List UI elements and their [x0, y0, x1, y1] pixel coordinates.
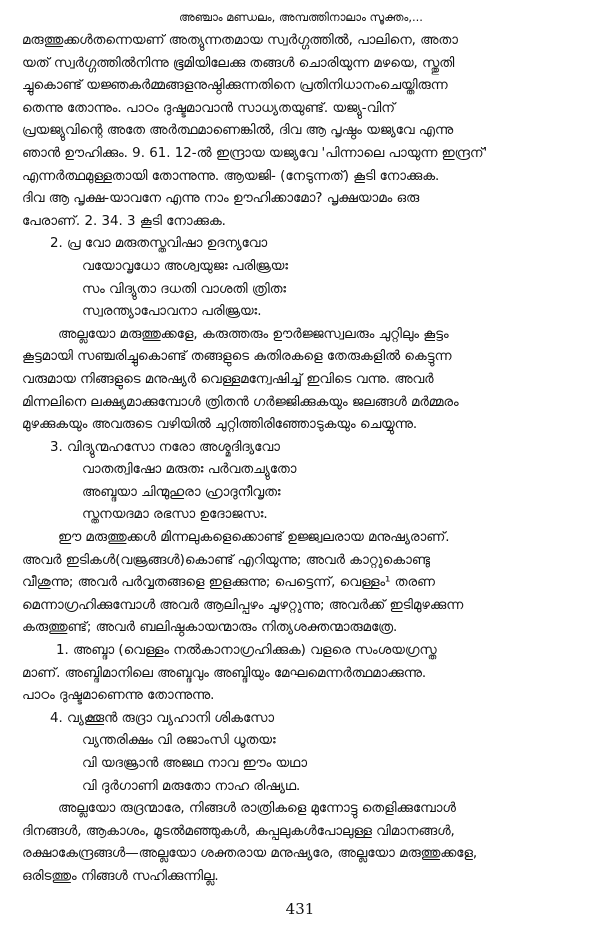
footnote-line: 1. അബ്ദാ (വെള്ളം നൽകാനാഗ്രഹിക്കുക) വളരെ സംശയഗ്രസ്ത	[56, 643, 437, 659]
text-line: അവർ ഇടികൾ(വജ്രങ്ങൾ)കൊണ്ട് എറിയുന്നു; അവർ കാറ്റുകൊണ്ടു	[22, 552, 430, 568]
verse-line: വി ദുർഗാണി മരുതോ നാഹ രിഷ്യഥ.	[82, 778, 301, 794]
text-line: മരുത്തുക്കൾതന്നെയണ് അത്യുന്നതമായ സ്വർഗ്ഗത്തിൽ, പാലിനെ, അതാ	[22, 33, 458, 48]
page-number: 431	[285, 900, 315, 918]
verse-line: 4. വ്യക്തൂൻ രുദ്രാ വ്യഹാനി ശികസോ	[50, 710, 275, 726]
verse-line: അബ്ദയാ ചിന്മുഹുരാ ഹ്രാദുനീവൃതഃ	[82, 484, 281, 500]
footnote-line: മാണ്. അബ്ദിമാനിലെ അബ്ദവും അബ്ദിയും മേഘമെന്നർത്ഥമാക്കുന്നു.	[22, 665, 427, 681]
text-line: ച്ചുകൊണ്ട് യജ്ഞകർമ്മങ്ങളനുഷ്ഠിക്കുന്നതിനെ പ്രതിനിധാനംചെയ്തിരുന്ന	[22, 78, 448, 94]
verse-line: വി യദജ്രാൻ അജഥ നാവ ഈം യഥാ	[82, 756, 307, 771]
text-line: ഞാൻ ഊഹിക്കും. 9. 61. 12-ൽ ഇന്ദ്രായ യജ്യവേ 'പിന്നാലെ പായുന്ന ഇന്ദ്രന്'	[22, 145, 488, 161]
text-line: ഈ മരുത്തുക്കൾ മിന്നലുകളെക്കൊണ്ട് ഉജ്ജ്വലരായ മനുഷ്യരാണ്.	[58, 530, 450, 546]
text-line: കൂട്ടമായി സഞ്ചരിച്ചുകൊണ്ട് തങ്ങളുടെ കുതിരകളെ തേരുകളിൽ കെട്ടുന്ന	[22, 349, 452, 365]
footnote-line: പാഠം ദുഷ്ടമാണെന്നു തോന്നുന്നു.	[22, 688, 215, 704]
verse-line: 3. വിദ്യുന്മഹസോ നരോ അശ്മദിദ്യവോ	[50, 439, 280, 455]
paragraph-4	[22, 798, 580, 888]
paragraph-1	[22, 30, 580, 233]
running-header: അഞ്ചാം മണ്ഡലം, അമ്പത്തിനാലാം സൂക്തം,...	[179, 10, 423, 24]
text-line: വീശുന്നു; അവർ പർവ്വതങ്ങളെ ഇളക്കുന്നു; പെട്ടെന്ന്, വെള്ളം¹ തരണ	[22, 575, 435, 591]
text-line: മിന്നലിനെ ലക്ഷ്യമാക്കുമ്പോൾ ത്രിതൻ ഗർജ്ജിക്കുകയും ജലങ്ങൾ മർമ്മരം	[22, 394, 459, 410]
verse-line: വ്യന്തരിക്ഷം വി രജാംസി ധൂതയഃ	[82, 733, 276, 749]
text-line: മെന്നാഗ്രഹിക്കുമ്പോൾ അവർ ആലിപ്പഴം ചൂഴറ്റുന്നു; അവർക്ക് ഇടിമുഴക്കുന്ന	[22, 597, 464, 613]
verse-line: സ്തനയദമാ രഭസാ ഉദോജസഃ.	[82, 507, 268, 523]
text-line: ഒരിടത്തും നിങ്ങൾ സഹിക്കുന്നില്ല.	[22, 868, 219, 884]
paragraph-2	[22, 324, 580, 437]
text-line: ദിനങ്ങൾ, ആകാശം, മൂടൽമഞ്ഞുകൾ, കപ്പലുകൾപോലുള്ള വിമാനങ്ങൾ,	[22, 823, 455, 839]
verse-2	[50, 233, 580, 323]
footnote	[22, 640, 580, 708]
text-line: പേരാണ്. 2. 34. 3 കൂടി നോക്കുക.	[22, 213, 226, 229]
text-line: പ്രയജ്യുവിന്റെ അതേ അർത്ഥമാണെങ്കിൽ, ദിവ ആ പൃഷ്ഠം യജ്യവേ എന്നു	[22, 123, 454, 139]
text-line: രക്ഷാകേന്ദ്രങ്ങൾ—അല്ലയോ ശക്തരായ മനുഷ്യരേ, അല്ലയോ മരുത്തുക്കളേ,	[22, 846, 478, 862]
text-line: തെന്നു തോന്നും. പാഠം ദുഷ്ടമാവാൻ സാധ്യതയുണ്ട്. യജ്യു-വിന്	[22, 100, 395, 116]
paragraph-3	[22, 527, 580, 640]
text-line: യത് സ്വർഗ്ഗത്തിൽനിന്നു ഭൂമിയിലേക്കു തങ്ങൾ ചൊരിയുന്ന മഴയെ, സ്തുതി	[22, 55, 455, 71]
text-line: ദിവ ആ പൃക്ഷ-യാവനേ എന്നു നാം ഊഹിക്കാമോ? പൃക്ഷയാമം ഒരു	[22, 191, 420, 207]
text-line: മുഴക്കുകയും അവരുടെ വഴിയിൽ ചുറ്റിത്തിരിഞ്ഞോടുകയും ചെയ്യുന്നു.	[22, 417, 418, 433]
text-line: എന്നർത്ഥമുള്ളതായി തോന്നുന്നു. ആയജി- (നേടുന്നത്) കൂടി നോക്കുക.	[22, 168, 440, 184]
verse-4	[50, 708, 580, 798]
text-line: വരുമായ നിങ്ങളുടെ മനുഷ്യർ വെള്ളമന്വേഷിച്ച് ഇവിടെ വന്നു. അവർ	[22, 371, 434, 387]
verse-line: 2. പ്ര വോ മരുതസ്തവിഷാ ഉദന്യവോ	[50, 236, 268, 252]
text-line: അല്ലയോ മരുത്തുക്കളേ, കരുത്തരും ഊർജ്ജസ്വലരും ചുറ്റിലും കൂട്ടം	[58, 326, 449, 342]
verse-line: വാതത്വിഷോ മരുതഃ പർവതച്യുതോ	[82, 462, 297, 478]
text-line: അല്ലയോ രുദ്രന്മാരേ, നിങ്ങൾ രാത്രികളെ മുന്നോട്ടു തെളിക്കുമ്പോൾ	[58, 801, 456, 817]
verse-line: സം വിദ്യുതാ ദധതി വാശതി ത്രിതഃ	[82, 281, 287, 297]
verse-line: വയോവൃധോ അശ്വയുജഃ പരിജ്രയഃ	[82, 258, 288, 274]
text-line: കരുത്തുണ്ട്; അവർ ബലിഷ്ഠകായന്മാരും നിത്യശക്തന്മാരുമത്രേ.	[22, 620, 398, 636]
verse-line: സ്വരന്ത്യാപോവനാ പരിജ്രയഃ.	[82, 304, 262, 320]
verse-3	[50, 437, 580, 527]
